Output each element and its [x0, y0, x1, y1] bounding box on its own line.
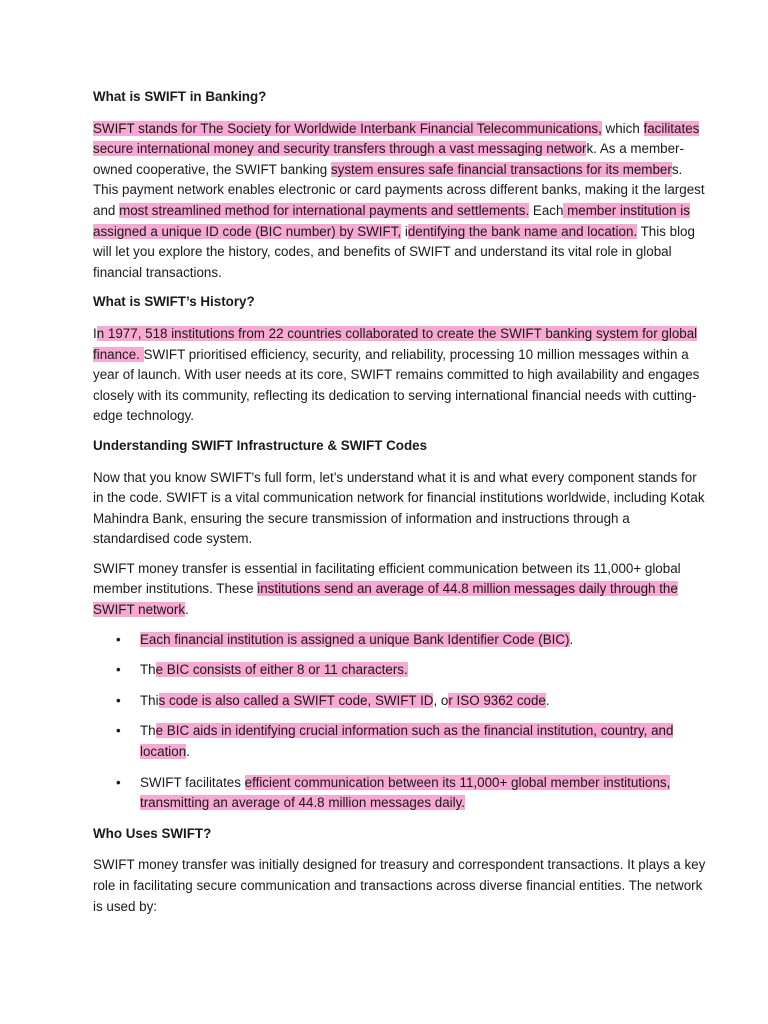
text-run: I: [93, 325, 97, 341]
paragraph-swift-infrastructure: [93, 468, 708, 550]
paragraph-swift-history: [93, 324, 708, 427]
bic-bullet-list: [93, 630, 708, 814]
text-run: Th: [140, 723, 156, 739]
heading-what-is-swift: What is SWIFT in Banking?: [93, 89, 267, 104]
list-item-text: [140, 632, 573, 647]
paragraph-swift-money-transfer: [93, 559, 708, 621]
heading-swift-history: What is SWIFT’s History?: [93, 294, 255, 310]
text-run: , o: [433, 692, 449, 708]
paragraph-swift-intro: [93, 119, 708, 284]
list-item: [93, 660, 708, 681]
highlighted-text: member institution is assigned a unique ID code (BIC number) by SWIFT,: [93, 202, 690, 239]
bullet-icon: •: [116, 723, 121, 739]
heading-swift-infrastructure: Understanding SWIFT Infrastructure & SWIFT Codes: [93, 437, 428, 453]
list-item: [93, 773, 708, 814]
text-run: .: [186, 744, 190, 760]
list-item: [93, 630, 708, 651]
text-run: SWIFT facilitates: [140, 774, 245, 790]
highlighted-text: e BIC consists of either 8 or 11 characters.: [155, 662, 408, 678]
text-run: which: [601, 120, 644, 136]
text-run: SWIFT money transfer is essential in facilitating efficient communication between its 11,000+ global member institutions. These: [93, 560, 681, 597]
list-item-text: [140, 693, 550, 708]
highlighted-text: n 1977, 518 institutions from 22 countries collaborated to create the SWIFT banking system for global finance.: [93, 325, 698, 362]
text-run: k. As a member-owned cooperative, the SWIFT banking: [93, 141, 684, 177]
bullet-icon: •: [116, 662, 121, 678]
text-run: s. This payment network enables electronic or card payments across different banks, making it the largest and: [93, 161, 705, 218]
highlighted-text: system ensures safe financial transactions for its member: [330, 161, 672, 177]
list-item-text: [140, 662, 408, 677]
text-run: Th: [140, 662, 156, 678]
text-run: Each: [529, 202, 564, 218]
highlighted-text: facilitates secure international money and security transfers through a vast messaging networ: [93, 120, 700, 157]
highlighted-text: e BIC aids in identifying crucial information such as the financial institution, country, and location: [140, 723, 674, 760]
highlighted-text: institutions send an average of 44.8 million messages daily through the SWIFT network: [93, 581, 678, 618]
text-run: SWIFT money transfer was initially designed for treasury and correspondent transactions. It plays a key role in facilitating secure communication and transactions across diverse financial entities. The network is used by:: [93, 857, 706, 914]
highlighted-text: efficient communication between its 11,000+ global member institutions, transmitting an average of 44.8 million messages daily.: [140, 774, 671, 811]
text-run: This blog will let you explore the history, codes, and benefits of SWIFT and understand its vital role in global financial transactions.: [93, 223, 695, 280]
list-item-text: [140, 775, 670, 811]
highlighted-text: dentifying the bank name and location.: [407, 223, 638, 239]
highlighted-text: Each financial institution is assigned a unique Bank Identifier Code (BIC): [140, 631, 570, 647]
text-run: SWIFT prioritised efficiency, security, and reliability, processing 10 million messages within a year of launch. With user needs at its core, SWIFT remains committed to high availability and engages closely with its community, reflecting its dedication to serving international financial needs with cutting-edge technology.: [93, 346, 700, 424]
bullet-icon: •: [116, 631, 121, 647]
list-item: [93, 721, 708, 762]
list-item-text: [140, 723, 673, 759]
bullet-icon: •: [116, 774, 121, 790]
text-run: Thi: [140, 692, 159, 708]
text-run: .: [569, 631, 574, 647]
text-run: .: [545, 692, 550, 708]
highlighted-text: most streamlined method for international payments and settlements.: [119, 202, 530, 218]
text-run: Now that you know SWIFT's full form, let’s understand what it is and what every component stands for in the code. SWIFT is a vital communication network for financial institutions worldwide, including Kotak Mahindra Bank, ensuring the secure transmission of information and instructions through a standardised code system.: [93, 469, 705, 547]
list-item: [93, 691, 708, 712]
text-run: .: [185, 602, 189, 618]
highlighted-text: s code is also called a SWIFT code, SWIFT ID: [158, 692, 434, 708]
text-run: i: [401, 223, 408, 239]
paragraph-who-uses-swift: [93, 855, 708, 917]
bullet-icon: •: [116, 692, 121, 708]
highlighted-text: SWIFT stands for The Society for Worldwide Interbank Financial Telecommunications,: [93, 120, 602, 136]
heading-who-uses-swift: Who Uses SWIFT?: [93, 825, 212, 841]
highlighted-text: r ISO 9362 code: [448, 692, 546, 708]
